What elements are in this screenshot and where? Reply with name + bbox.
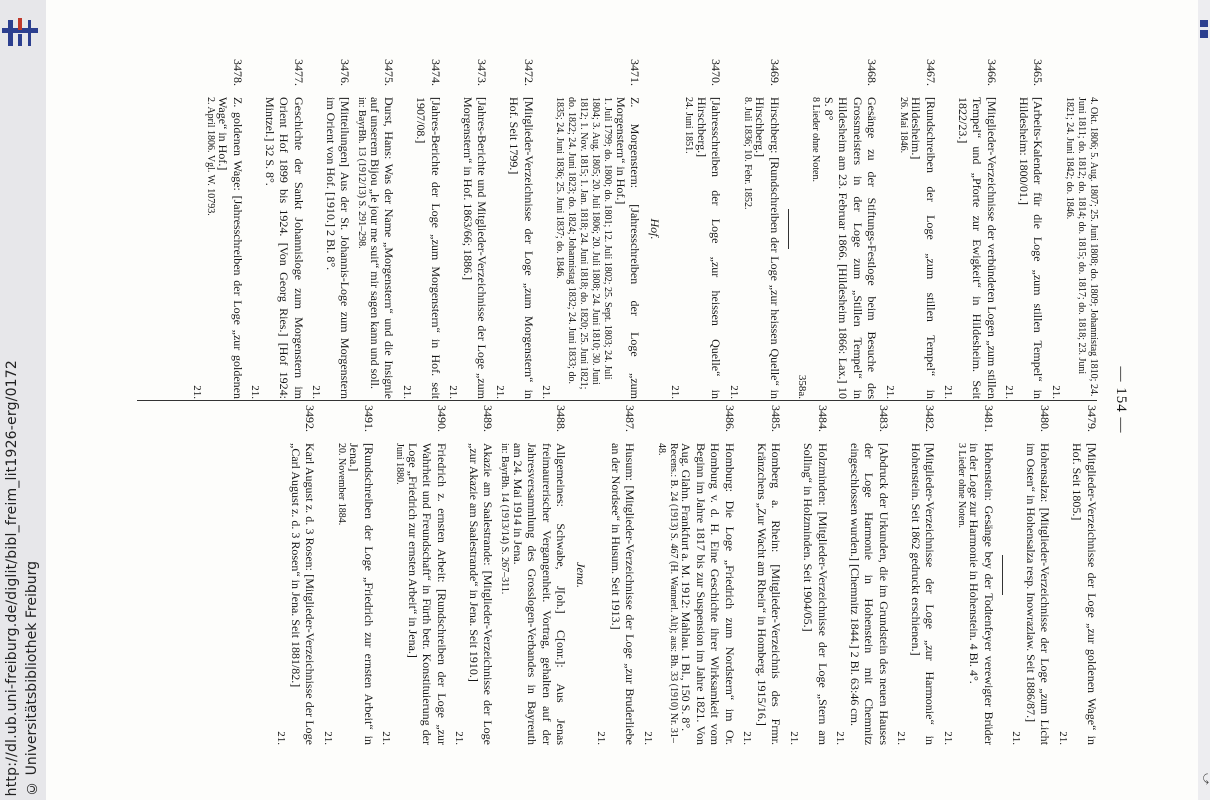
entry-signature: 21. bbox=[1057, 731, 1069, 745]
entry-number: 3472. bbox=[522, 59, 536, 86]
scanned-page bbox=[107, 55, 1137, 745]
bibliography-entry bbox=[452, 405, 496, 745]
entry-signature: 21. bbox=[447, 385, 460, 399]
viewer-right-rail bbox=[1197, 0, 1210, 800]
entry-number: 3478. bbox=[231, 59, 245, 86]
entry-number: 3483. bbox=[877, 405, 891, 432]
entry-number: 3467. bbox=[924, 59, 938, 86]
bibliography-entry bbox=[641, 405, 738, 745]
entry-signature: 21. bbox=[942, 731, 954, 745]
entry-number: 3489. bbox=[481, 405, 496, 432]
entry-text: Friedrich z. ernsten Arbeit: [Rundschreiben der Loge „zur Wahrheit und Freundschaft“ in Fürth betr. Konstituierung der Loge „Friedrich zur ernsten Arbeit“ in Jena.] bbox=[406, 443, 449, 745]
entry-text: Allgemeines: Schwabe, J[oh.] C[onr.]: Aus Jenas freimaurerischer Vergangenheit. Vortrag, gehalten auf der Jahresversammlung des Grosslogen-Verbandes in Bayreuth am 24. Mai 1914 in Jena. bbox=[511, 443, 569, 745]
entry-signature: 21. bbox=[728, 385, 740, 399]
entry-text: [Arbeits-Kalender für die Loge „zum stillen Tempel“ in Hildesheim: 1800/01.] bbox=[1017, 97, 1046, 399]
bibliography-entry bbox=[379, 405, 449, 745]
bibliography-entry bbox=[446, 59, 490, 399]
entry-note: 20. November 1884. bbox=[336, 443, 347, 526]
entry-signature: 21. bbox=[380, 731, 393, 745]
place-heading: Jena. bbox=[574, 562, 588, 588]
bibliography-entry bbox=[1056, 405, 1100, 745]
entry-text: Z. goldenen Wage: [Jahresschreiben der Loge „zur goldenen Wage“ in Hof.] bbox=[216, 97, 245, 399]
entry-number: 3484. bbox=[816, 405, 830, 432]
entry-number: 3491. bbox=[362, 405, 376, 432]
entry-text: [Jahres-Berichte und Mitglieder-Verzeichnisse der Loge „zum Morgenstern“ in Hof. 1863/66; 1886.] bbox=[461, 97, 490, 399]
bibliography-entry bbox=[894, 405, 938, 745]
entry-text: [Abdruck der Urkunden, die im Grundstein des neuen Hauses der Loge Harmonie in Hohenstein mit Chemnitz eingeschlossen wurden.] [Chemnitz 1844.] 2 Bl. 63:46 cm. bbox=[848, 443, 891, 745]
entry-text: Hohenstein: Gesänge bey der Todtenfeyer verewigter Brüder in der Loge zur Harmonie in Hohenstein. 4 Bl. 4°. bbox=[967, 443, 996, 745]
entry-number: 3487. bbox=[623, 405, 638, 432]
entry-note: 4. Okt. 1806; 5. Aug. 1807; 25. Juni 1808; do. 1809; Johannistag 1810; 24. Juni 1811; do. 1812; do. 1814; do. 1815; do. 1817; do. 1818; 23. Juni 1821; 24. Juni 1842; do. 1846. bbox=[1064, 97, 1099, 397]
place-heading: Hof. bbox=[648, 218, 662, 240]
entry-number: 3466. bbox=[985, 59, 999, 86]
entry-text: [Mitglieder-Verzeichnisse der Loge „zur goldenen Wage“ in Hof. Seit 1805.] bbox=[1070, 443, 1099, 745]
entry-text: Akazie am Saalestrande: [Mitglieder-Verzeichnisse der Loge „zur Akazie am Saalestrande“ in Jena. Seit 1910.] bbox=[467, 443, 496, 745]
entry-text: Hohensalza: [Mitglieder-Verzeichnisse der Loge „zum Licht im Osten“ in Hohensalza resp. Inowrazlaw. Seit 1886/87.] bbox=[1024, 443, 1053, 745]
entry-signature: 21. bbox=[942, 385, 955, 399]
entry-text: Husum: [Mitglieder-Verzeichnisse der Loge „zur Bruderliebe an der Nordsee“ in Husum. Seit 1913.] bbox=[609, 443, 638, 745]
section-rule bbox=[788, 209, 789, 249]
bibliography-entry bbox=[1009, 405, 1053, 745]
entry-text: [Jahresschreiben der Loge „zur heissen Quelle“ in Hirschberg.] bbox=[695, 97, 724, 399]
entry-number: 3488. bbox=[554, 405, 569, 432]
entry-signature: 21. bbox=[322, 731, 334, 745]
bibliography-entry bbox=[493, 59, 537, 399]
entry-text: Homberg a. Rhein: [Mitglieder-Verzeichnis des Frmr. Kränzchens „Zur Wacht am Rhein“ in Homberg. 1915/16.] bbox=[755, 443, 784, 745]
entry-text: Z. Morgenstern: [Jahresschreiben der Loge „zum Morgenstern“ in Hof.] bbox=[614, 97, 643, 399]
copyright-notice: © Universitätsbibliothek Freiburg bbox=[24, 561, 40, 796]
entry-signature: 21. bbox=[669, 385, 682, 399]
entry-text: Holzminden: [Mitglieder-Verzeichnisse der Loge „Stern am Solling“ in Holzminden. Seit 1904/05.] bbox=[801, 443, 830, 745]
page-url[interactable]: http://dl.ub.uni-freiburg.de/diglit/bibl_freim_lit1926-erg/0172 bbox=[4, 359, 20, 796]
entry-number: 3470. bbox=[709, 59, 724, 86]
bibliography-entry bbox=[539, 59, 643, 399]
entry-text: [Rundschreiben der Loge „Friedrich zur ernsten Arbeit“ in Jena.] bbox=[347, 443, 376, 745]
entry-number: 3492. bbox=[303, 405, 318, 432]
entry-text: [Rundschreiben der Loge „zum stillen Tempel“ in Hildesheim.] bbox=[909, 97, 938, 399]
bibliography-entry bbox=[833, 405, 891, 745]
library-logo-icon bbox=[2, 18, 38, 48]
entry-signature: 21. bbox=[310, 385, 323, 399]
entry-signature: 21. bbox=[453, 731, 466, 745]
bibliography-entry bbox=[795, 59, 880, 399]
right-column bbox=[119, 405, 1099, 745]
entry-note: in: BayrBh. 14 (1913/14) S. 267–311. bbox=[499, 443, 511, 595]
bibliography-entry bbox=[740, 405, 784, 745]
entry-number: 3481. bbox=[982, 405, 996, 432]
bibliography-entry bbox=[941, 59, 999, 399]
entry-note: 3 Lieder ohne Noten. bbox=[956, 443, 967, 528]
entry-text: Gesänge zu der Stiftungs-Festloge beim Besuche des Grossmeisters in der Loge zum „Stillen Tempel“ in Hildesheim am 23. Februar 1866. [Hildesheim 1866: Lax.] 10 S. 8° bbox=[822, 97, 880, 399]
entry-number: 3471. bbox=[628, 59, 643, 86]
entry-signature: 358a. bbox=[796, 374, 809, 399]
entry-text: [Mitglieder-Verzeichnisse der Loge „zur Harmonie“ in Hohenstein. Seit 1862 gedruckt erschienen.] bbox=[909, 443, 938, 745]
entry-note: 24. Juni 1851. bbox=[683, 97, 695, 154]
entry-signature: 21. bbox=[741, 731, 754, 745]
entry-number: 3482. bbox=[923, 405, 938, 432]
entry-text: [Mitteilungen] Aus der St. Johannis-Loge zum Morgenstern im Orient von Hof. [1910.] 2 Bl. 8°. bbox=[324, 97, 353, 399]
entry-number: 3486. bbox=[723, 405, 737, 432]
entry-number: 3475. bbox=[382, 59, 397, 86]
entry-note: 8. Juli 1836; 10. Febr. 1852. bbox=[742, 97, 753, 210]
entry-signature: 21. bbox=[401, 385, 413, 399]
entry-text: Karl August z. d. 3 Rosen: [Mitglieder-Verzeichnisse der Loge „Carl August z. d. 3 Rosen“ in Jena. Seit 1881/82.] bbox=[289, 443, 318, 745]
left-column bbox=[119, 59, 1099, 399]
entry-number: 3479. bbox=[1085, 405, 1099, 432]
entry-number: 3485. bbox=[769, 405, 784, 432]
entry-number: 3480. bbox=[1038, 405, 1053, 432]
entry-text: [Mitglieder-Verzeichnisse der verbündeten Logen „zum stillen Tempel“ und „Pforte zur Ewigkeit“ in Hildesheim. Seit 1822/23.] bbox=[956, 97, 999, 399]
bibliography-entry bbox=[941, 405, 997, 745]
entry-note: 26. Mai 1846. bbox=[898, 97, 909, 154]
entry-text: Homburg: Die Loge „Friedrich zum Nordstern“ im Or. Homburg v. d. H. Eine Geschichte ihrer Wirksamkeit vom Beginn im Jahre 1817 bis zur Suspension im Jahre 1821. Von Aug. Glahn. Frankfurt a. M. 1912: Mahlau. 1 Bl., 150 S. 8°. bbox=[679, 443, 737, 745]
column-divider bbox=[137, 400, 1097, 401]
entry-signature: 21. bbox=[249, 385, 262, 399]
entry-number: 3468. bbox=[865, 59, 880, 86]
bibliography-entry bbox=[400, 59, 444, 399]
bibliography-entry bbox=[727, 59, 783, 399]
bibliography-entry bbox=[321, 405, 377, 745]
bibliography-entry bbox=[248, 59, 306, 399]
bibliography-entry bbox=[499, 405, 569, 745]
bibliography-entry bbox=[668, 59, 724, 399]
entry-number: 3473. bbox=[475, 59, 490, 86]
entry-signature: 21. bbox=[1050, 385, 1062, 399]
entry-note: Juni 1880. bbox=[394, 443, 406, 485]
entry-text: [Mitglieder-Verzeichnisse der Loge „zum Morgenstern“ in Hof. Seit 1799.] bbox=[507, 97, 536, 399]
entry-signature: 21. bbox=[1003, 385, 1016, 399]
viewer-left-rail bbox=[0, 0, 47, 800]
entry-text: Durst, Hans: Was der Name „Morgenstern“ und die Insignie auf unserem Bijou „le jour me suit“ mir sagen kann und soll. bbox=[368, 97, 397, 399]
bibliography-entry bbox=[883, 59, 939, 399]
entry-text: Geschichte der Sankt Johannisloge zum Morgenstern im Orient Hof 1899 bis 1924. [Von Georg Ries.] [Hof 1924: Mintzel.] 32 S. 8°. bbox=[263, 97, 306, 399]
entry-number: 3465. bbox=[1031, 59, 1046, 86]
entry-note: 1. Juli 1799; do. 1800; do. 1801; 12. Juli 1802; 25. Sept. 1803; 24. Juli 1804; 3. Aug. 1805; 20. Juli 1806; 20. Juli 1808; 24. Juni 1810; 30. Juni 1812; 1. Nov. 1815; 1. Jan. 1818; 24. Juni 1818; do. 1820; 25. Juni 1821; do. 1822; 24. Juni 1823; do. 1824; Johannistag 1832; 24. Juni 1833; do. 1835; 24. Juni 1836; 25. Juni 1837; do. 1846. bbox=[554, 97, 614, 390]
entry-text: [Jahres-Berichte der Loge „zum Morgenstern“ in Hof. seit 1907/08.] bbox=[414, 97, 443, 399]
page-header: — 154 — bbox=[1113, 366, 1129, 434]
scanned-page-area bbox=[46, 0, 1198, 800]
entry-signature: 21. bbox=[834, 731, 847, 745]
bibliography-entry bbox=[1049, 59, 1100, 399]
entry-number: 3477. bbox=[292, 59, 306, 86]
entry-number: 3476. bbox=[338, 59, 353, 86]
entry-signature: 21. bbox=[494, 385, 506, 399]
entry-signature: 21. bbox=[191, 385, 203, 399]
entry-signature: 21. bbox=[895, 731, 908, 745]
entry-note: 8 Lieder ohne Noten. bbox=[810, 97, 822, 182]
entry-text: Hirschberg: [Rundschreiben der Loge „zur heissen Quelle“ in Hirschberg.] bbox=[753, 97, 782, 399]
bibliography-entry bbox=[1002, 59, 1046, 399]
entry-signature: 21. bbox=[275, 731, 288, 745]
bibliography-entry bbox=[356, 59, 397, 399]
bibliography-entry bbox=[190, 59, 246, 399]
entry-signature: 21. bbox=[540, 385, 553, 399]
entry-number: 3474. bbox=[429, 59, 443, 86]
entry-signature: 21. bbox=[884, 385, 896, 399]
entry-signature: 21. bbox=[642, 731, 654, 745]
entry-signature: 21. bbox=[595, 731, 608, 745]
bibliography-entry bbox=[787, 405, 831, 745]
bibliography-entry bbox=[594, 405, 638, 745]
entry-number: 3469. bbox=[768, 59, 782, 86]
entry-note: Recens.: B. 24 (1913) S. 467 (H. Wannerl. Alt); aus: Bh. 33 (1910) Nr. 31–48. bbox=[656, 443, 679, 743]
bibliography-entry bbox=[309, 59, 353, 399]
corner-arrow-icon: ⤹ bbox=[1202, 772, 1209, 785]
entry-signature: 21. bbox=[788, 731, 800, 745]
entry-note: 2. April 1806. Vgl. W. 10793. bbox=[205, 97, 216, 216]
entry-note: in: BayrBh. 13 (1912/13) S. 291–298. bbox=[356, 97, 368, 249]
section-rule bbox=[1002, 555, 1003, 595]
entry-signature: 21. bbox=[1010, 731, 1023, 745]
bibliography-entry bbox=[274, 405, 318, 745]
library-logo-small-icon bbox=[1200, 20, 1208, 38]
entry-number: 3490. bbox=[435, 405, 449, 432]
